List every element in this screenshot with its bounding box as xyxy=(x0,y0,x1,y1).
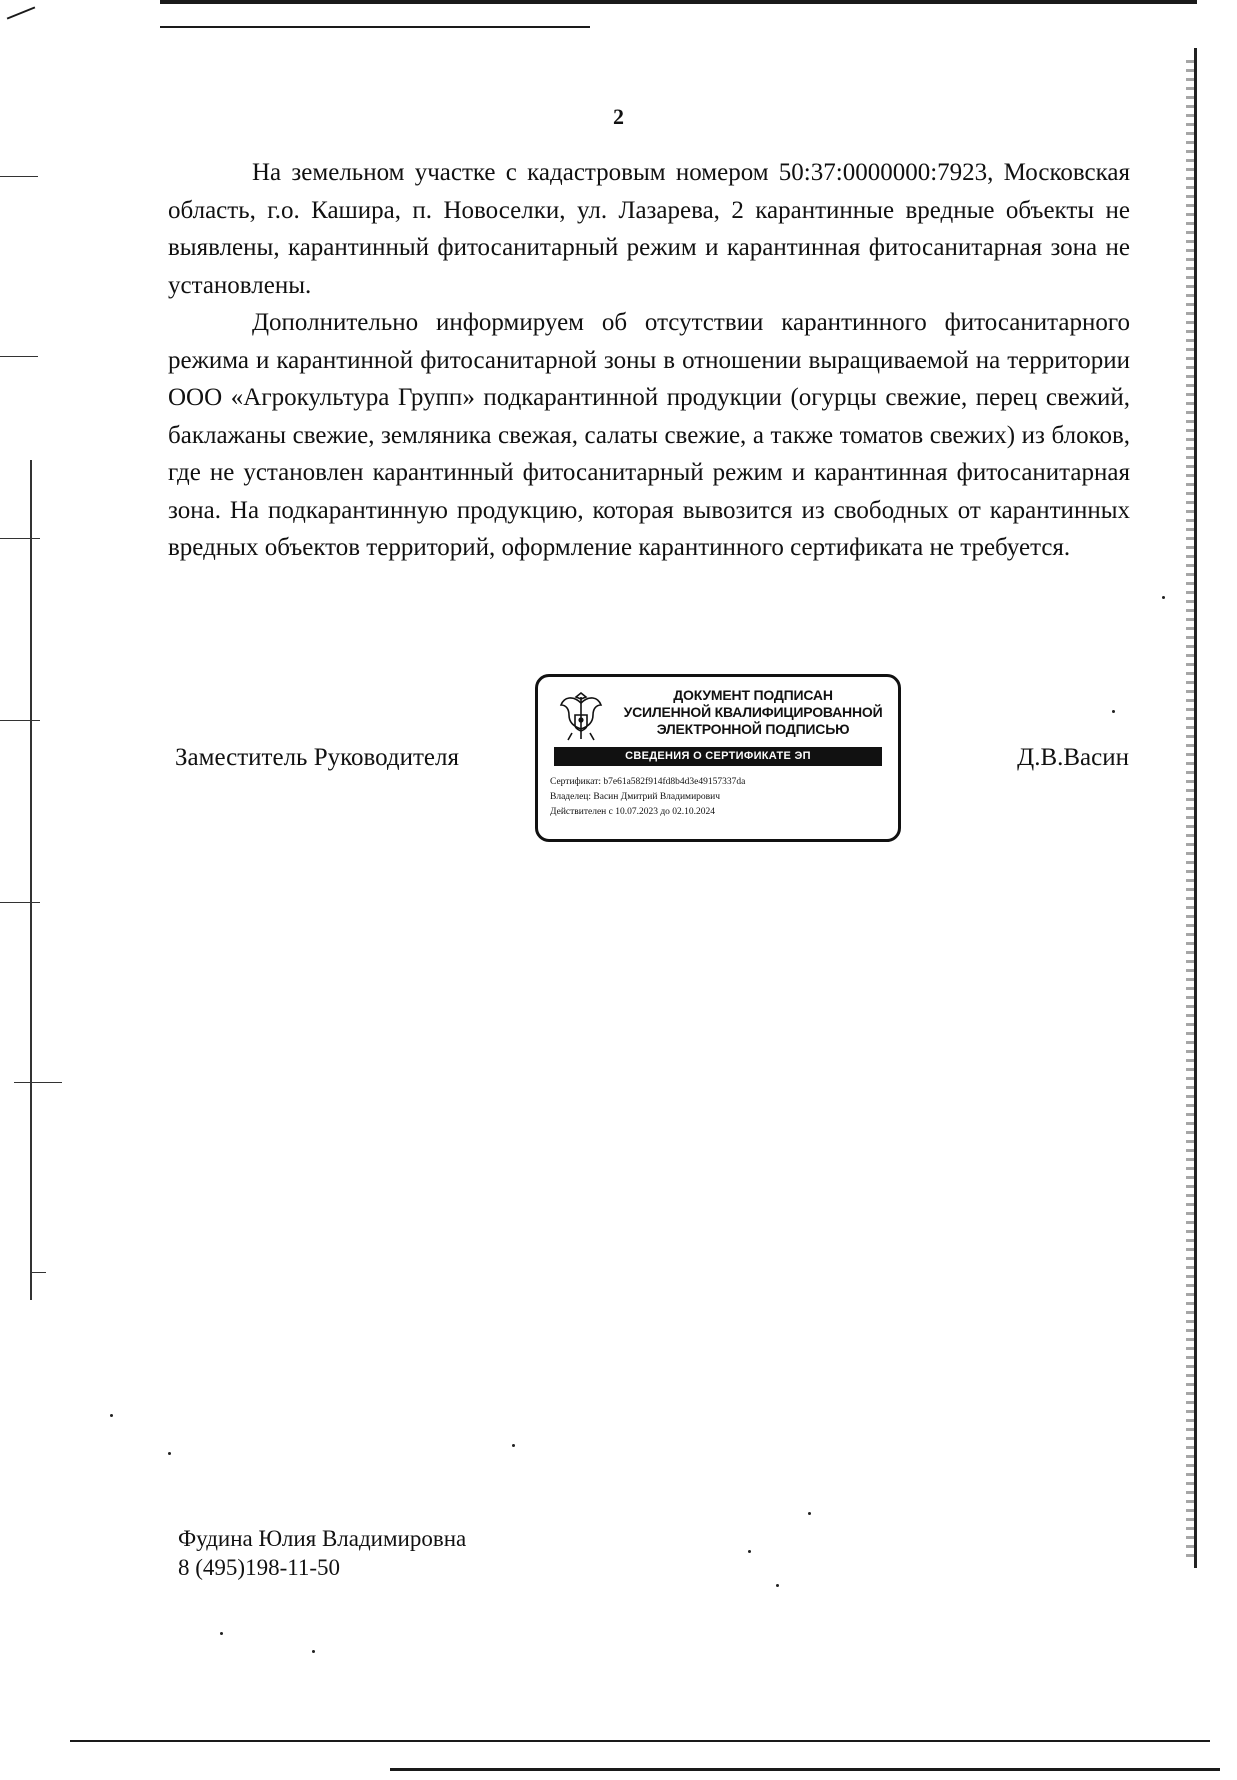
scan-artifact-right-edge xyxy=(1194,48,1197,1568)
scan-artifact-corner-mark xyxy=(7,6,36,19)
scan-artifact-tick xyxy=(0,538,40,539)
scan-artifact-left-edge xyxy=(30,460,32,1300)
signer-name: Д.В.Васин xyxy=(1017,744,1129,771)
scan-artifact-bottom-line xyxy=(390,1768,1220,1771)
scan-artifact-tick xyxy=(0,720,40,721)
stamp-heading-line: УСИЛЕННОЙ КВАЛИФИЦИРОВАННОЙ xyxy=(623,704,883,720)
stamp-heading-line: ДОКУМЕНТ ПОДПИСАН xyxy=(673,687,833,703)
scan-artifact-top-rule xyxy=(160,26,590,28)
scan-artifact-right-edge-noise xyxy=(1186,60,1194,1560)
scan-artifact-speck xyxy=(512,1444,515,1447)
signature-block xyxy=(175,674,1129,844)
scan-artifact-speck xyxy=(748,1550,751,1553)
scan-artifact-speck xyxy=(110,1414,113,1417)
scan-artifact-speck xyxy=(1162,596,1165,599)
certificate-validity: Действителен с 10.07.2023 до 02.10.2024 xyxy=(550,807,716,817)
certificate-info-bar: СВЕДЕНИЯ О СЕРТИФИКАТЕ ЭП xyxy=(554,747,882,766)
scan-artifact-top-line xyxy=(160,0,1197,4)
scan-artifact-tick xyxy=(0,356,38,357)
scan-artifact-speck xyxy=(168,1452,171,1455)
page-number: 2 xyxy=(613,104,624,129)
contact-block xyxy=(178,1524,466,1582)
contact-phone: 8 (495)198-11-50 xyxy=(178,1555,341,1580)
stamp-heading-line: ЭЛЕКТРОННОЙ ПОДПИСЬЮ xyxy=(656,721,850,737)
electronic-signature-stamp xyxy=(535,674,901,842)
scan-artifact-tick xyxy=(14,1082,62,1083)
scan-artifact-speck xyxy=(312,1650,315,1653)
scan-artifact-speck xyxy=(220,1632,223,1635)
signer-position: Заместитель Руководителя xyxy=(175,744,459,771)
paragraph-land-plot: На земельном участке с кадастровым номером 50:37:0000000:7923, Московская область, г.о. Кашира, п. Новоселки, ул. Лазарева, 2 карантинные вредные объекты не выявлены, карантинный фитосанитарный режим и карантинная фитосанитарная зона не установлены. xyxy=(168,159,1130,299)
letter-body xyxy=(168,154,1130,567)
scan-artifact-tick xyxy=(0,176,38,177)
coat-of-arms-icon xyxy=(558,691,604,743)
scan-artifact-bottom-line xyxy=(70,1740,1210,1742)
stamp-heading xyxy=(608,687,898,738)
scan-artifact-speck xyxy=(776,1584,779,1587)
scan-artifact-tick xyxy=(0,902,40,903)
contact-name: Фудина Юлия Владимировна xyxy=(178,1526,467,1551)
scan-artifact-tick xyxy=(30,1272,46,1273)
paragraph-additional-info: Дополнительно информируем об отсутствии карантинного фитосанитарного режима и карантинной фитосанитарной зоны в отношении выращиваемой на территории ООО «Агрокультура Групп» подкарантинной продукции (огурцы свежие, перец свежий, баклажаны свежие, земляника свежая, салаты свежие, а также томатов свежих) из блоков, где не установлен карантинный фитосанитарный режим и карантинная фитосанитарная зона. На подкарантинную продукцию, которая вывозится из свободных от карантинных вредных объектов территорий, оформление карантинного сертификата не требуется. xyxy=(168,309,1130,561)
scan-artifact-speck xyxy=(808,1512,811,1515)
certificate-details xyxy=(550,775,890,820)
certificate-owner: Владелец: Васин Дмитрий Владимирович xyxy=(550,792,721,802)
certificate-number: Сертификат: b7e61a582f914fd8b4d3e49157337da xyxy=(550,777,746,787)
